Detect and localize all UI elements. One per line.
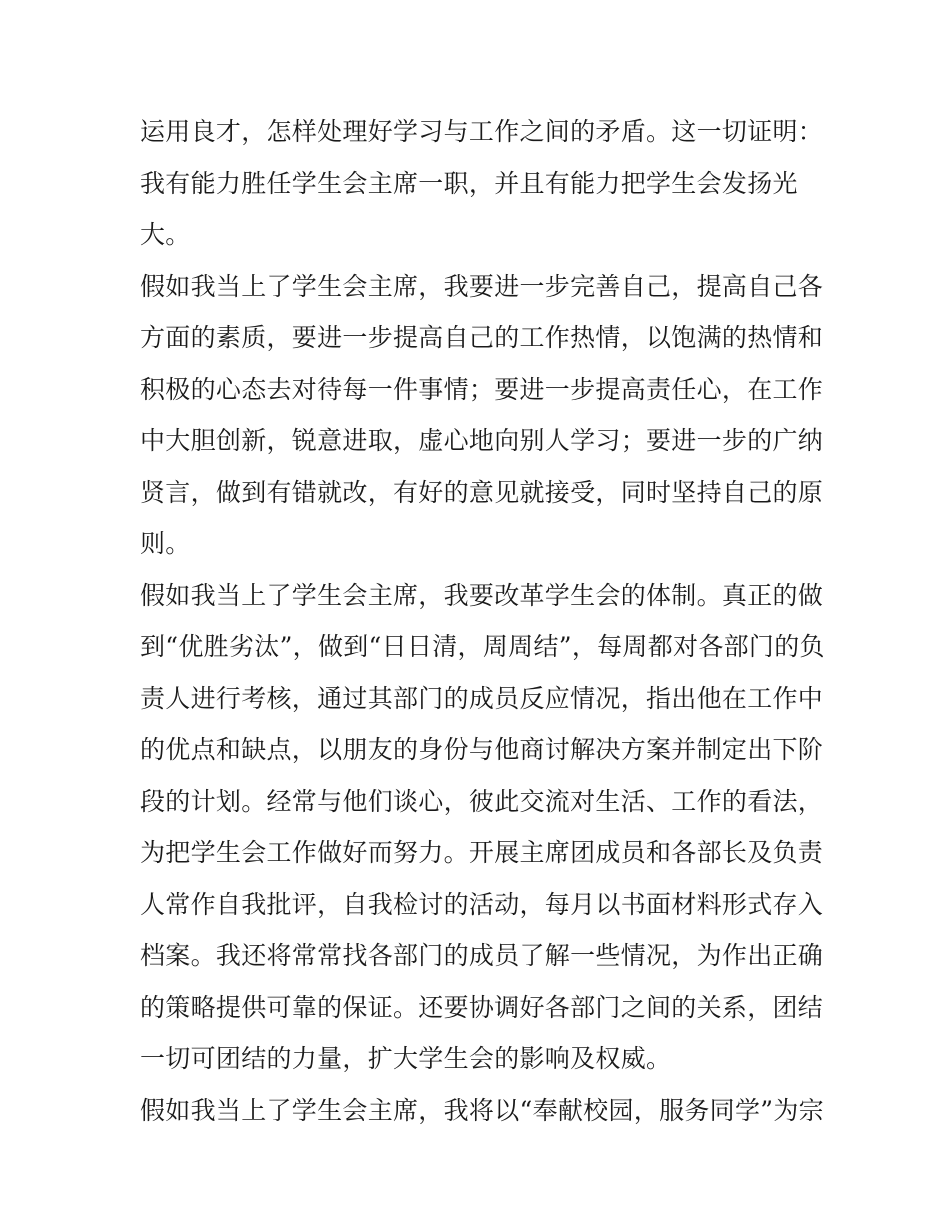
text-line: 的策略提供可靠的保证。还要协调好各部门之间的关系，团结	[140, 992, 824, 1022]
text-line: 假如我当上了学生会主席，我将以“奉献校园，服务同学”为宗	[140, 1095, 824, 1125]
text-line: 中大胆创新，锐意进取，虚心地向别人学习；要进一步的广纳	[140, 426, 824, 455]
text-line: 我有能力胜任学生会主席一职，并且有能力把学生会发扬光	[140, 168, 798, 198]
text-line: 大。	[140, 220, 191, 249]
text-line: 假如我当上了学生会主席，我要改革学生会的体制。真正的做	[140, 580, 824, 610]
text-line: 到“优胜劣汰”，做到“日日清，周周结”，每周都对各部门的负	[140, 632, 825, 661]
text-line: 贤言，做到有错就改，有好的意见就接受，同时坚持自己的原	[140, 477, 824, 507]
text-line: 档案。我还将常常找各部门的成员了解一些情况，为作出正确	[140, 941, 824, 970]
text-line: 人常作自我批评，自我检讨的活动，每月以书面材料形式存入	[140, 889, 824, 919]
text-line: 为把学生会工作做好而努力。开展主席团成员和各部长及负责	[140, 838, 824, 867]
text-line: 假如我当上了学生会主席，我要进一步完善自己，提高自己各	[140, 271, 824, 301]
text-line: 一切可团结的力量，扩大学生会的影响及权威。	[140, 1044, 672, 1073]
text-line: 的优点和缺点，以朋友的身份与他商讨解决方案并制定出下阶	[140, 735, 824, 764]
text-line: 方面的素质，要进一步提高自己的工作热情，以饱满的热情和	[140, 323, 824, 352]
text-line: 运用良才，怎样处理好学习与工作之间的矛盾。这一切证明：	[140, 117, 824, 146]
text-line: 段的计划。经常与他们谈心，彼此交流对生活、工作的看法，	[140, 786, 824, 816]
document-body	[140, 106, 825, 1136]
text-line: 则。	[140, 529, 191, 558]
text-line: 责人进行考核，通过其部门的成员反应情况，指出他在工作中	[140, 683, 824, 713]
text-line: 积极的心态去对待每一件事情；要进一步提高责任心，在工作	[140, 374, 824, 404]
